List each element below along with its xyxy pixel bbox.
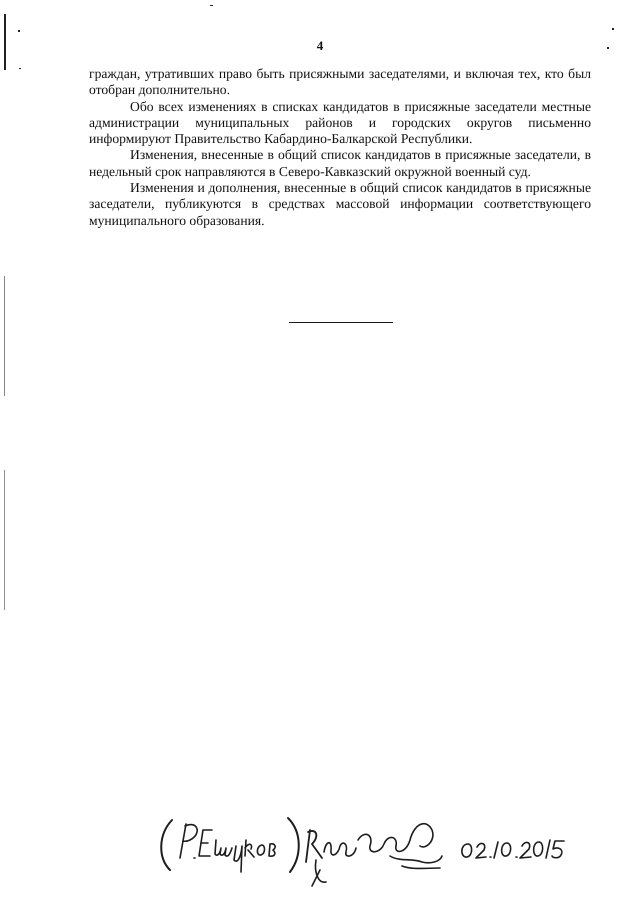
scan-dot: [19, 68, 21, 69]
scan-edge-mark: [4, 470, 5, 610]
paragraph-continuation: граждан, утративших право быть присяжными заседателями, и включая тех, кто был отобран дополнительно.: [89, 66, 591, 98]
section-divider-line: [289, 322, 393, 323]
scan-dot: [210, 5, 213, 6]
paragraph-changes-published: Изменения и дополнения, внесенные в общий список кандидатов в присяжные заседатели, публикуются в средствах массовой информации соответствующего муниципального образования.: [89, 180, 591, 228]
scan-dot: [612, 28, 614, 30]
paragraph-changes-sent-to-court: Изменения, внесенные в общий список кандидатов в присяжные заседатели, в недельный срок направляются в Северо-Кавказский окружной военный суд.: [89, 147, 591, 179]
document-body: [89, 66, 591, 229]
paragraph-changes-notification: Обо всех изменениях в списках кандидатов в присяжные заседатели местные администрации муниципальных районов и городских округов письменно информируют Правительство Кабардино-Балкарской Республики.: [89, 98, 591, 147]
handwritten-signature-block: [150, 800, 580, 895]
scan-edge-mark: [4, 276, 5, 396]
page-number: 4: [316, 38, 324, 53]
scan-dot: [18, 30, 20, 32]
handwritten-signature-image: [150, 800, 580, 895]
